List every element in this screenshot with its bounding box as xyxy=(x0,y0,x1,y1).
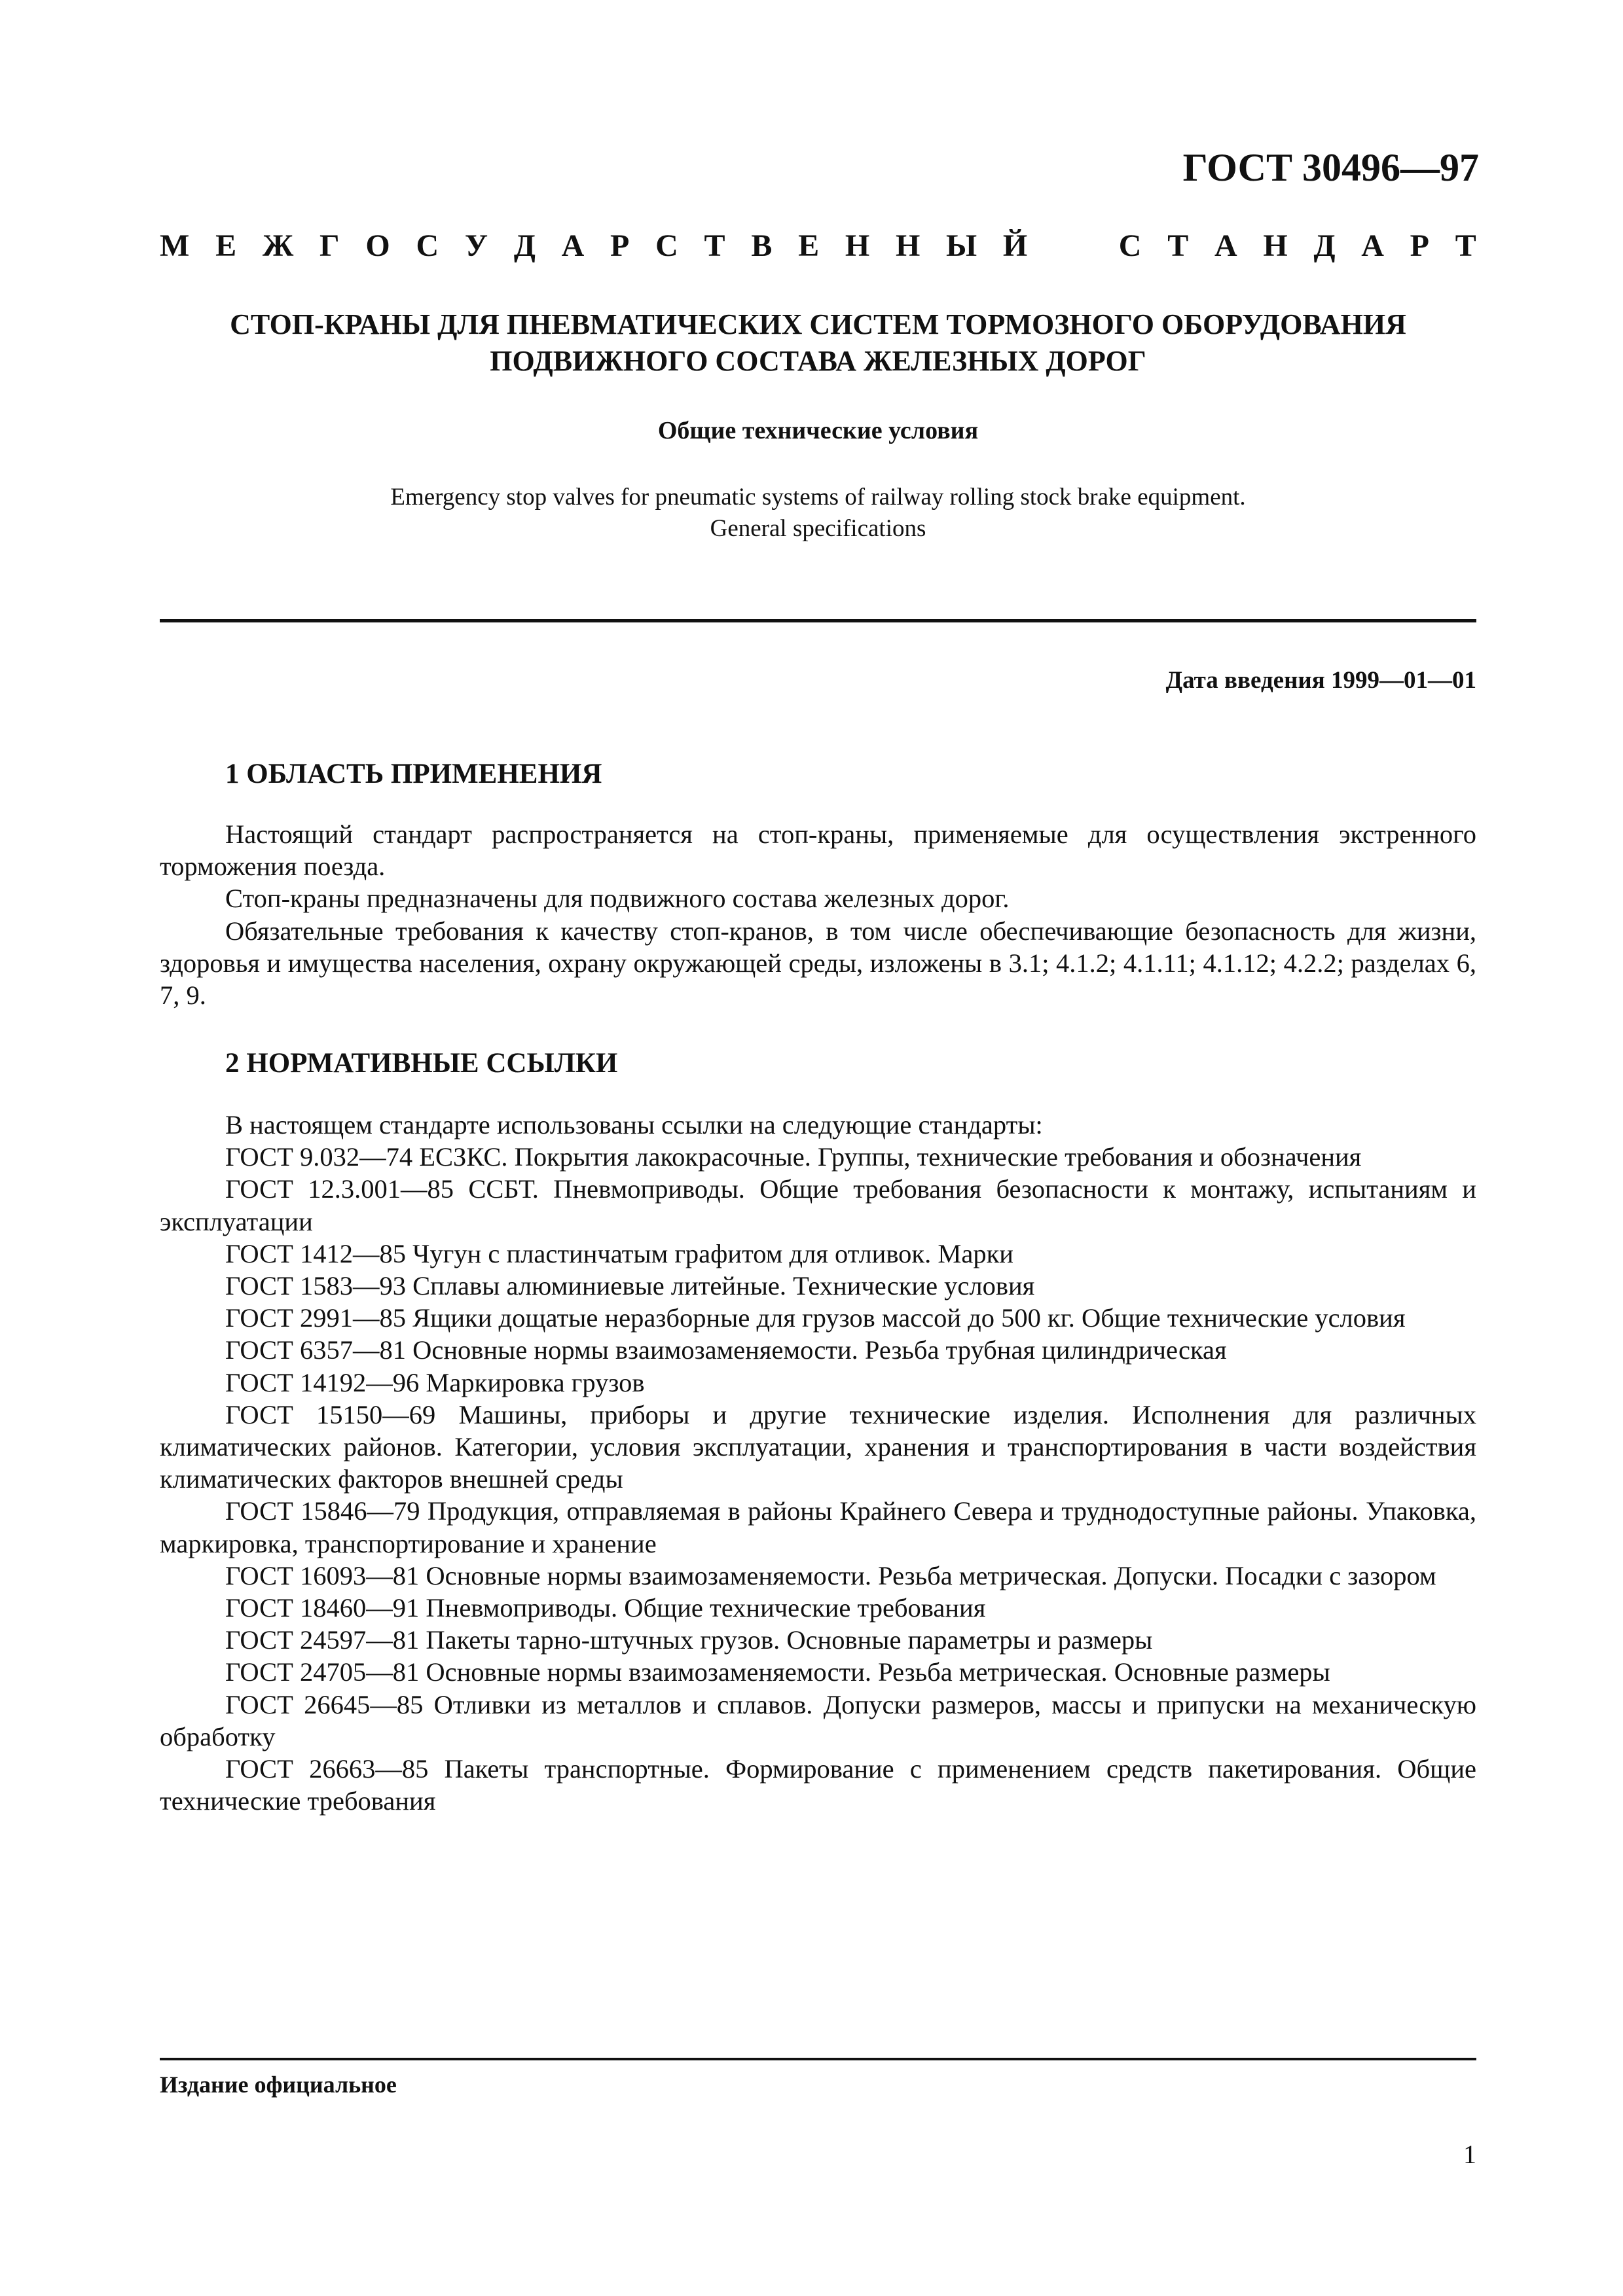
banner-letter: М xyxy=(160,228,190,263)
banner-letter: Е xyxy=(215,228,237,263)
section-heading-scope: 1 ОБЛАСТЬ ПРИМЕНЕНИЯ xyxy=(225,759,602,789)
banner-letter: О xyxy=(365,228,390,263)
paragraph: Стоп-краны предназначены для подвижного состава железных дорог. xyxy=(225,884,1010,914)
banner-letter: А xyxy=(1214,228,1237,263)
paragraph: Настоящий стандарт распространяется на стоп-краны, применяемые для осуществления экстренного торможения поезда. xyxy=(160,819,1476,882)
banner-letter: Т xyxy=(1455,228,1476,263)
banner-letter: С xyxy=(1118,228,1142,263)
banner-letter: А xyxy=(1361,228,1384,263)
banner-letter: Н xyxy=(845,228,870,263)
reference-item: ГОСТ 1583—93 Сплавы алюминиевые литейные. Технические условия xyxy=(225,1271,1035,1301)
banner-letter: У xyxy=(464,228,488,263)
banner-letter: Г xyxy=(319,228,340,263)
reference-item: ГОСТ 24705—81 Основные нормы взаимозаменяемости. Резьба метрическая. Основные размеры xyxy=(225,1657,1330,1687)
title-line-1: СТОП-КРАНЫ ДЛЯ ПНЕВМАТИЧЕСКИХ СИСТЕМ ТОРМОЗНОГО ОБОРУДОВАНИЯ xyxy=(230,308,1406,340)
reference-item: ГОСТ 12.3.001—85 ССБТ. Пневмоприводы. Общие требования безопасности к монтажу, испытаниям и эксплуатации xyxy=(160,1174,1476,1236)
reference-item: ГОСТ 6357—81 Основные нормы взаимозаменяемости. Резьба трубная цилиндрическая xyxy=(225,1335,1227,1365)
reference-item: ГОСТ 18460—91 Пневмоприводы. Общие технические требования xyxy=(225,1593,986,1623)
reference-item: ГОСТ 15846—79 Продукция, отправляемая в районы Крайнего Севера и труднодоступные районы. Упаковка, маркировка, транспортирование и хранение xyxy=(160,1496,1476,1558)
banner-letter: Т xyxy=(1167,228,1189,263)
section-heading-references: 2 НОРМАТИВНЫЕ ССЫЛКИ xyxy=(225,1048,618,1079)
reference-item: ГОСТ 15150—69 Машины, приборы и другие технические изделия. Исполнения для различных климатических районов. Категории, условия эксплуатации, хранения и транспортирования в части воздействия климатических факторов внешней среды xyxy=(160,1399,1476,1494)
reference-item: ГОСТ 26645—85 Отливки из металлов и сплавов. Допуски размеров, массы и припуски на механическую обработку xyxy=(160,1689,1476,1751)
standard-code: ГОСТ 30496—97 xyxy=(1182,146,1479,189)
document-title xyxy=(160,306,1476,380)
banner-letter: Е xyxy=(798,228,820,263)
banner-letter: Ж xyxy=(262,228,294,263)
banner-letter: С xyxy=(416,228,439,263)
reference-item: ГОСТ 16093—81 Основные нормы взаимозаменяемости. Резьба метрическая. Допуски. Посадки с зазором xyxy=(225,1560,1436,1590)
banner-letter: Й xyxy=(1002,228,1028,263)
banner-letter: Т xyxy=(704,228,725,263)
header-divider xyxy=(160,619,1476,622)
page-number: 1 xyxy=(1463,2140,1476,2169)
banner-letter: С xyxy=(655,228,678,263)
english-title-line-1: Emergency stop valves for pneumatic systems of railway rolling stock brake equipment. xyxy=(390,484,1246,511)
banner-letter: Д xyxy=(1313,228,1336,263)
title-line-2: ПОДВИЖНОГО СОСТАВА ЖЕЛЕЗНЫХ ДОРОГ xyxy=(490,345,1146,377)
banner-letter: Р xyxy=(610,228,630,263)
paragraph: Обязательные требования к качеству стоп-кранов, в том числе обеспечивающие безопасность для жизни, здоровья и имущества населения, охрану окружающей среды, изложены в 3.1; 4.1.2; 4.1.11; 4.1.12; 4.2.2; разделах 6, 7, 9. xyxy=(160,916,1476,1011)
banner-letter: Н xyxy=(1263,228,1288,263)
english-title xyxy=(160,482,1476,545)
banner-letter: А xyxy=(561,228,585,263)
banner-letter: Н xyxy=(895,228,921,263)
interstate-standard-banner xyxy=(160,228,1476,264)
reference-item: ГОСТ 9.032—74 ЕСЗКС. Покрытия лакокрасочные. Группы, технические требования и обозначения xyxy=(225,1142,1362,1172)
reference-item: ГОСТ 14192—96 Маркировка грузов xyxy=(225,1367,645,1397)
official-edition-label: Издание официальное xyxy=(160,2072,397,2098)
reference-item: ГОСТ 1412—85 Чугун с пластинчатым графитом для отливок. Марки xyxy=(225,1238,1013,1268)
reference-item: ГОСТ 26663—85 Пакеты транспортные. Формирование с применением средств пакетирования. Общие технические требования xyxy=(160,1754,1476,1816)
document-subtitle: Общие технические условия xyxy=(657,417,979,444)
banner-letter: Ы xyxy=(946,228,977,263)
reference-item: ГОСТ 24597—81 Пакеты тарно-штучных грузов. Основные параметры и размеры xyxy=(225,1625,1153,1655)
reference-item: ГОСТ 2991—85 Ящики дощатые неразборные для грузов массой до 500 кг. Общие технические условия xyxy=(225,1303,1406,1333)
introduction-date: Дата введения 1999—01—01 xyxy=(1165,667,1476,694)
banner-word-gap xyxy=(1053,228,1093,264)
banner-letter: Д xyxy=(513,228,536,263)
footer-divider xyxy=(160,2058,1476,2060)
banner-letter: Р xyxy=(1410,228,1429,263)
banner-letter: В xyxy=(751,228,773,263)
english-title-line-2: General specifications xyxy=(710,515,926,542)
paragraph: В настоящем стандарте использованы ссылки на следующие стандарты: xyxy=(225,1110,1043,1139)
section-body-references xyxy=(160,1109,1476,1817)
section-body-scope xyxy=(160,818,1476,1011)
